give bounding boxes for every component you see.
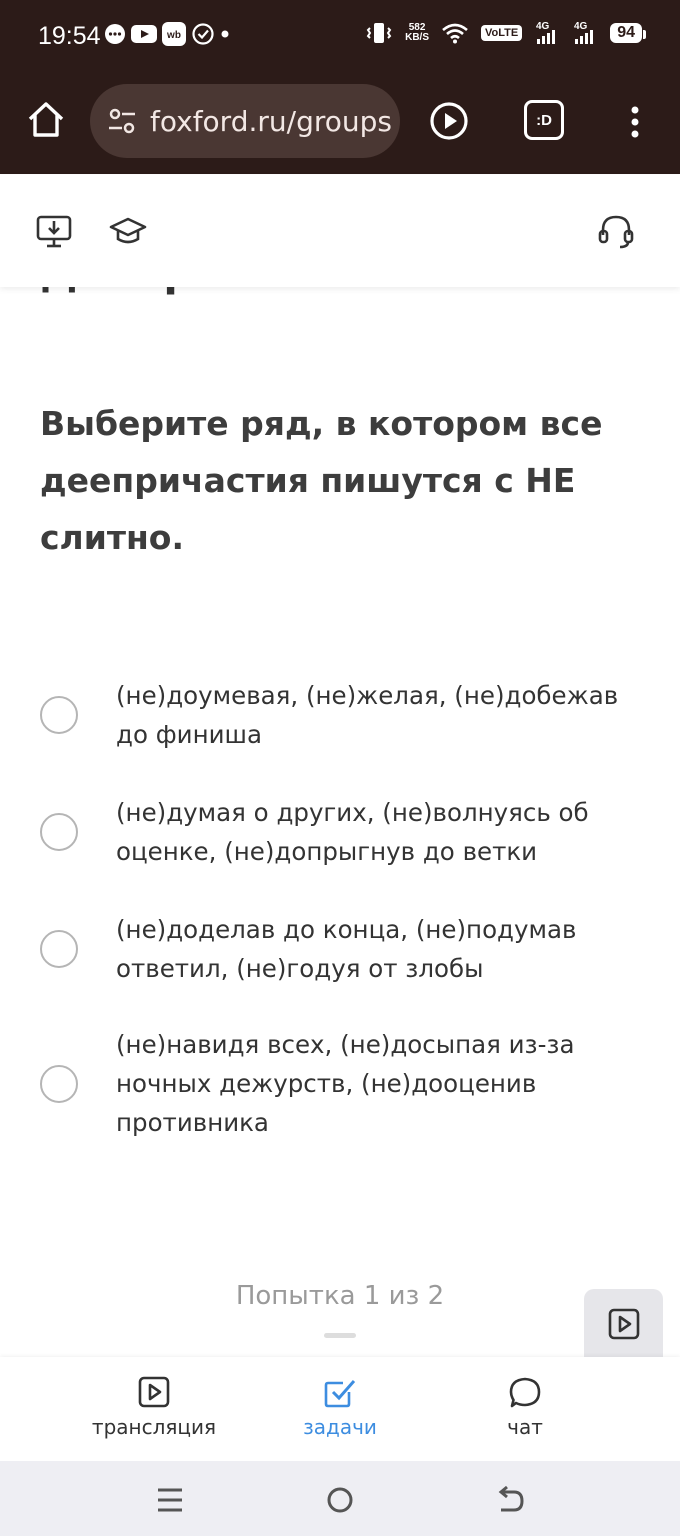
support-button[interactable] (596, 211, 636, 251)
battery-indicator: 94 (610, 23, 642, 43)
nav-item-chat[interactable] (445, 1375, 605, 1439)
browser-menu-button[interactable] (620, 102, 650, 142)
video-player-button[interactable] (584, 1289, 663, 1359)
network-speed-value: 582 (408, 22, 426, 33)
tab-switcher-button[interactable]: :D (524, 100, 564, 140)
status-bar (0, 0, 680, 76)
graduation-cap-icon (108, 211, 148, 251)
nav-label-broadcast: трансляция (91, 1415, 217, 1439)
check-circle-icon (191, 22, 215, 46)
chat-bubble-icon (508, 1375, 542, 1409)
radio-button[interactable] (40, 930, 78, 968)
network-speed (405, 23, 429, 43)
browser-toolbar (0, 76, 680, 174)
checkbox-icon (323, 1375, 357, 1409)
bottom-navigation (0, 1357, 680, 1461)
back-button[interactable] (493, 1483, 527, 1517)
status-time: 19:54 (38, 22, 101, 50)
answer-option-label[interactable]: (не)думая о других, (не)волнуясь об оценке, (не)допрыгнув до ветки (116, 798, 589, 866)
home-icon (24, 98, 68, 142)
youtube-icon (131, 24, 157, 44)
play-circle-icon (428, 100, 470, 142)
site-settings-icon[interactable] (106, 105, 138, 137)
headset-icon (596, 211, 636, 251)
signal-sim1-icon (534, 20, 560, 46)
message-icon (104, 23, 126, 45)
wifi-icon (441, 22, 469, 44)
back-arrow-icon (493, 1483, 527, 1517)
answer-option-label[interactable]: (не)доделав до конца, (не)подумав ответил, (не)годуя от злобы (116, 915, 577, 983)
question-text: Выберите ряд, в котором все деепричастия пишутся с НЕ слитно. (40, 404, 603, 557)
play-square-icon (607, 1307, 641, 1341)
answer-option[interactable] (40, 910, 640, 988)
url-text[interactable]: foxford.ru/groups (150, 104, 392, 138)
answer-option[interactable] (40, 676, 640, 754)
dot-icon (220, 29, 230, 39)
task-content (0, 287, 680, 1357)
system-navigation-bar (0, 1461, 680, 1536)
volte-badge: VoLTE (481, 25, 522, 41)
download-screen-button[interactable] (34, 211, 74, 251)
svg-text:wb: wb (167, 30, 181, 41)
url-bar[interactable] (90, 84, 400, 158)
radio-button[interactable] (40, 813, 78, 851)
nav-item-tasks[interactable] (260, 1375, 420, 1439)
svg-text:4G: 4G (536, 21, 550, 32)
app-header (0, 175, 680, 287)
answer-option-label[interactable]: (не)доумевая, (не)желая, (не)добежав до финиша (116, 681, 619, 749)
courses-button[interactable] (108, 211, 148, 251)
play-square-icon (137, 1375, 171, 1409)
signal-sim2-icon (572, 20, 598, 46)
attempt-counter: Попытка 1 из 2 (235, 1281, 445, 1311)
recent-apps-button[interactable] (153, 1483, 187, 1517)
answer-option-label[interactable]: (не)навидя всех, (не)досыпая из-за ночных дежурств, (не)дооценив противника (116, 1030, 575, 1137)
status-system-icons (365, 20, 642, 46)
menu-lines-icon (153, 1483, 187, 1517)
svg-text:4G: 4G (574, 21, 588, 32)
scroll-handle[interactable] (324, 1333, 356, 1338)
nav-label-chat: чат (507, 1415, 543, 1439)
vibrate-icon (365, 21, 393, 45)
nav-label-tasks: задачи (303, 1415, 377, 1439)
answer-option[interactable] (40, 1025, 640, 1142)
radio-button[interactable] (40, 696, 78, 734)
nav-item-broadcast[interactable] (74, 1375, 234, 1439)
monitor-download-icon (34, 211, 74, 251)
network-speed-unit: KB/S (405, 32, 429, 43)
wb-icon (162, 22, 186, 46)
more-vertical-icon (620, 102, 650, 142)
home-button[interactable] (24, 98, 68, 142)
status-notification-icons (104, 22, 230, 46)
media-play-button[interactable] (428, 100, 470, 142)
radio-button[interactable] (40, 1065, 78, 1103)
circle-home-icon (323, 1483, 357, 1517)
home-system-button[interactable] (323, 1483, 357, 1517)
answer-option[interactable] (40, 793, 640, 871)
